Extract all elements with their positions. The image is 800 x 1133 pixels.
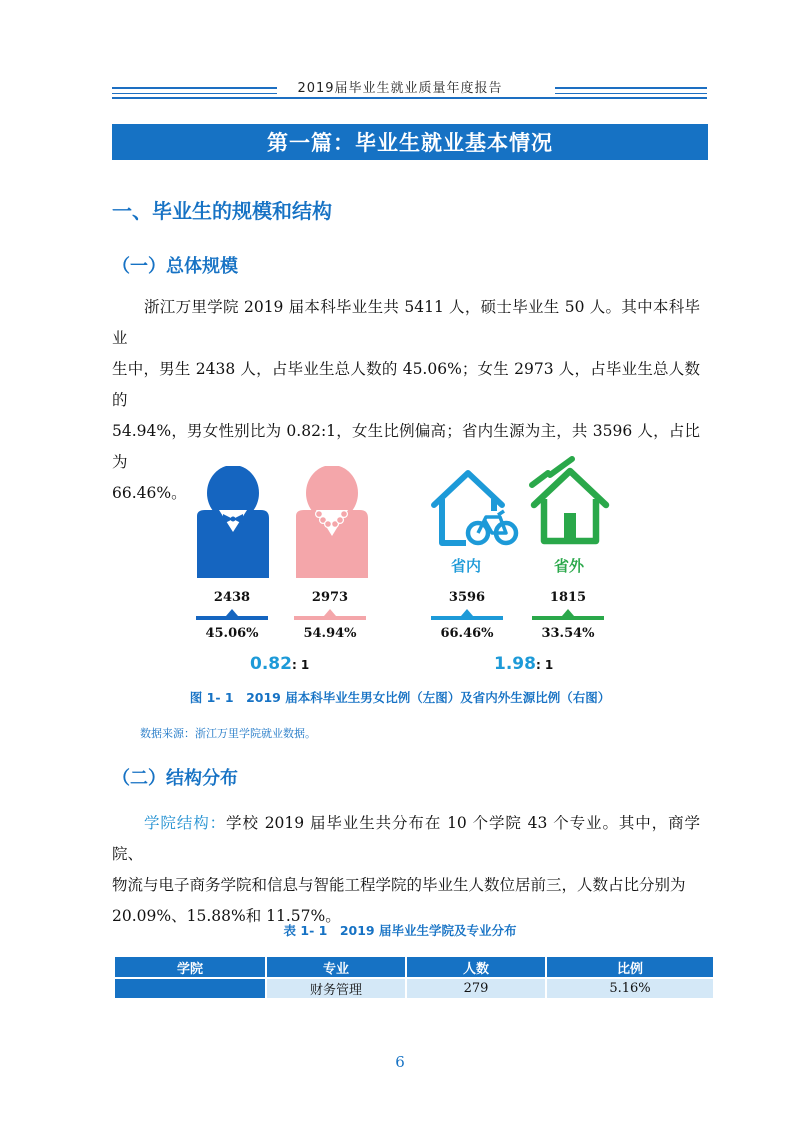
table-header-college: 学院 — [115, 957, 265, 977]
stat-marker-in-province — [461, 609, 473, 616]
header-rule-full — [112, 97, 707, 99]
chapter-banner: 第一篇：毕业生就业基本情况 — [112, 124, 708, 160]
house-bicycle-icon — [428, 465, 522, 549]
table-cell-college — [115, 979, 265, 998]
subsection-heading-scale: （一）总体规模 — [112, 256, 238, 277]
page-number: 6 — [395, 1053, 405, 1071]
stat-bar-out-province — [532, 616, 604, 620]
ratio-origin-suffix: : 1 — [535, 658, 554, 672]
stat-marker-male — [226, 609, 238, 616]
paragraph-line: 54.94%，男女性别比为 0.82:1，女生比例偏高；省内生源为主，共 3596 人，占比为 — [112, 422, 700, 471]
label-in-province: 省内 — [450, 557, 481, 575]
stat-pct-male: 45.06% — [205, 626, 259, 641]
male-icon — [193, 466, 273, 578]
table-header-row — [115, 957, 713, 977]
figure-source: 数据来源：浙江万里学院就业数据。 — [140, 727, 316, 740]
table-header-ratio: 比例 — [547, 957, 713, 977]
house-plane-icon — [528, 455, 614, 545]
table-cell-major: 财务管理 — [267, 979, 405, 998]
paragraph-line: 20.09%、15.88%和 11.57%。 — [112, 907, 341, 925]
stat-bar-male — [196, 616, 268, 620]
stat-bar-in-province — [431, 616, 503, 620]
paragraph-line — [112, 808, 700, 870]
table-row — [115, 979, 713, 998]
paragraph-lead: 学院结构： — [144, 814, 227, 832]
header-title: 2019届毕业生就业质量年度报告 — [297, 81, 503, 96]
ratio-gender-value: 0.82 — [250, 654, 292, 674]
ratio-gender — [250, 654, 309, 674]
header-rule-left-top — [112, 87, 277, 89]
table-cell-ratio: 5.16% — [547, 979, 713, 998]
college-major-table — [113, 955, 715, 1000]
paragraph-line: 生中，男生 2438 人，占毕业生总人数的 45.06%；女生 2973 人，占毕业生总人数的 — [112, 360, 700, 409]
header-rule-left-bottom — [112, 93, 277, 94]
stat-pct-in-province: 66.46% — [440, 626, 494, 641]
stat-pct-out-province: 33.54% — [541, 626, 595, 641]
header-rule-right-bottom — [555, 93, 707, 94]
stat-marker-out-province — [562, 609, 574, 616]
ratio-gender-suffix: : 1 — [291, 658, 310, 672]
table-header-major: 专业 — [267, 957, 405, 977]
paragraph-line: 66.46%。 — [112, 484, 187, 502]
ratio-origin — [494, 654, 553, 674]
ratio-origin-value: 1.98 — [494, 654, 536, 674]
stat-marker-female — [324, 609, 336, 616]
stat-count-out-province: 1815 — [549, 590, 587, 605]
section-heading: 一、毕业生的规模和结构 — [112, 199, 332, 223]
stat-count-male: 2438 — [213, 590, 251, 605]
table-header-count: 人数 — [407, 957, 545, 977]
subsection-heading-structure: （二）结构分布 — [112, 768, 238, 789]
female-icon — [292, 466, 372, 578]
paragraph-text: 学校 2019 届毕业生共分布在 10 个学院 43 个专业。其中，商学院、 — [112, 814, 700, 863]
paragraph-structure — [112, 808, 700, 932]
table-cell-count: 279 — [407, 979, 545, 998]
paragraph-line: 物流与电子商务学院和信息与智能工程学院的毕业生人数位居前三，人数占比分别为 — [112, 876, 686, 894]
label-out-province: 省外 — [553, 557, 584, 575]
paragraph-line: 浙江万里学院 2019 届本科毕业生共 5411 人，硕士毕业生 50 人。其中本科毕业 — [112, 298, 700, 347]
stat-bar-female — [294, 616, 366, 620]
table-caption: 表 1- 1 2019 届毕业生学院及专业分布 — [283, 923, 517, 938]
figure-caption: 图 1- 1 2019 届本科毕业生男女比例（左图）及省内外生源比例（右图） — [189, 690, 611, 705]
stat-pct-female: 54.94% — [303, 626, 357, 641]
header-rule-right-top — [555, 87, 707, 89]
stat-count-in-province: 3596 — [448, 590, 486, 605]
stat-count-female: 2973 — [311, 590, 349, 605]
